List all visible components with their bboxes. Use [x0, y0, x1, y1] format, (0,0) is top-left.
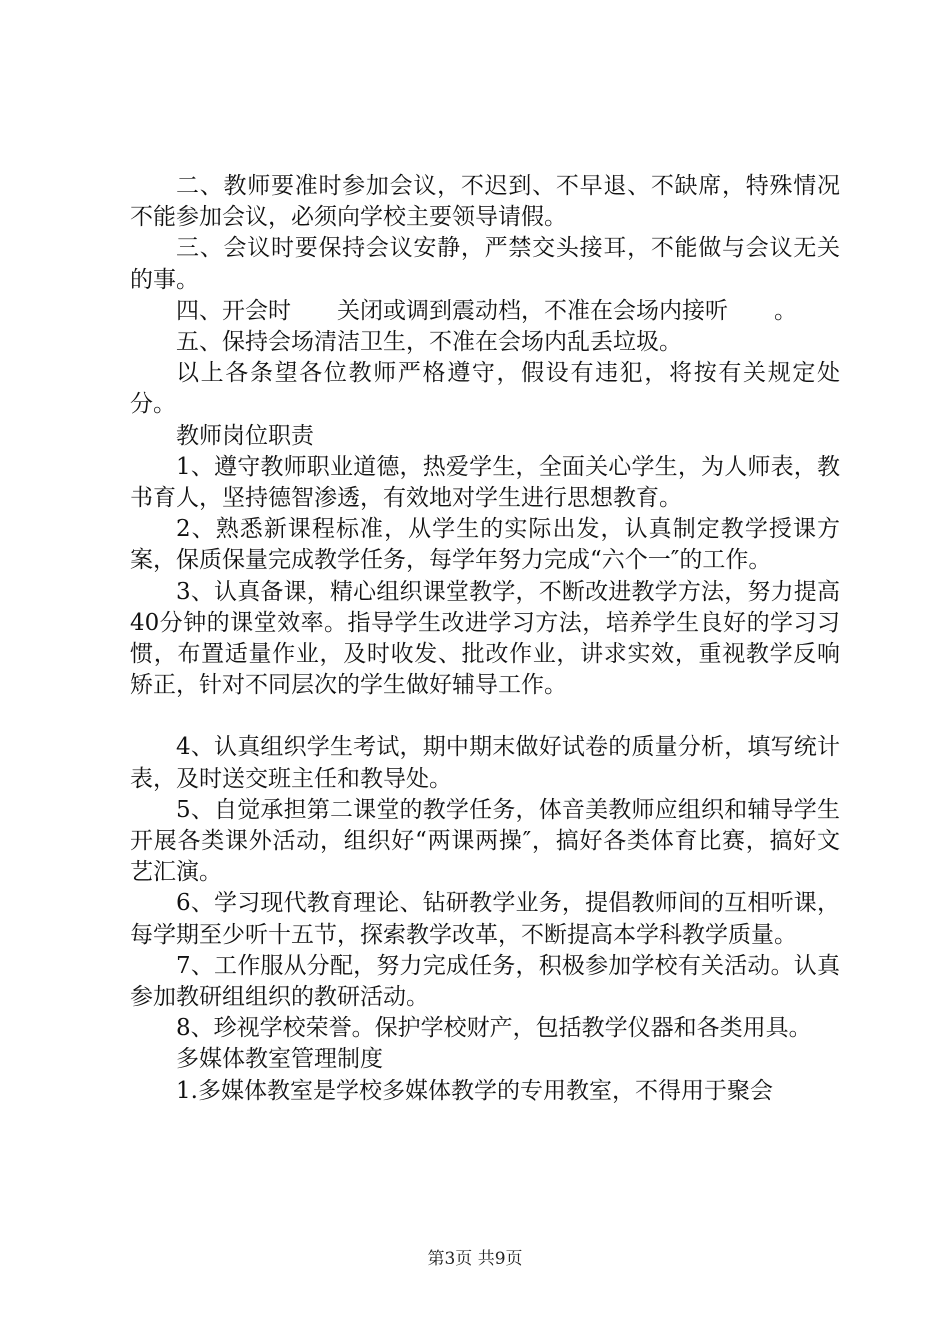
- paragraph-duty-4: 4、认真组织学生考试，期中期末做好试卷的质量分析，填写统计表，及时送交班主任和教导处。: [130, 734, 840, 792]
- paragraph-duty-1: 1、遵守教师职业道德，热爱学生，全面关心学生，为人师表，教书育人，坚持德智渗透，有效地对学生进行思想教育。: [130, 453, 840, 512]
- page-footer: 第3页 共9页: [427, 1249, 523, 1269]
- paragraph-meeting-rule-2: 二、教师要准时参加会议，不迟到、不早退、不缺席，特殊情况不能参加会议，必须向学校主要领导请假。: [130, 173, 840, 231]
- paragraph-multimedia-rule-1: 1.多媒体教室是学校多媒体教学的专用教室，不得用于聚会: [176, 1077, 773, 1104]
- paragraph-meeting-rule-3: 三、会议时要保持会议安静，严禁交头接耳，不能做与会议无关的事。: [130, 235, 840, 293]
- paragraph-duty-8: 8、珍视学校荣誉。保护学校财产，包括教学仪器和各类用具。: [176, 1015, 812, 1042]
- paragraph-duty-2: 2、熟悉新课程标准，从学生的实际出发，认真制定教学授课方案，保质保量完成教学任务，每学年努力完成“六个一″的工作。: [130, 516, 840, 574]
- paragraph-duty-6: 6、学习现代教育理论、钻研教学业务，提倡教师间的互相听课，每学期至少听十五节，探索教学改革，不断提高本学科教学质量。: [130, 890, 840, 948]
- section-heading-multimedia-room: 多媒体教室管理制度: [176, 1046, 383, 1073]
- paragraph-duty-5: 5、自觉承担第二课堂的教学任务，体音美教师应组织和辅导学生开展各类课外活动，组织好“两课两操″，搞好各类体育比赛，搞好文艺汇演。: [130, 796, 840, 886]
- paragraph-duty-3: 3、认真备课，精心组织课堂教学，不断改进教学方法，努力提高40分钟的课堂效率。指导学生改进学习方法，培养学生良好的学习习惯，布置适量作业，及时收发、批改作业，讲求实效，重视教学反响矫正，针对不同层次的学生做好辅导工作。: [130, 578, 840, 699]
- paragraph-meeting-closing: 以上各条望各位教师严格遵守，假设有违犯，将按有关规定处分。: [130, 360, 840, 418]
- paragraph-meeting-rule-4: 四、开会时 关闭或调到震动档，不准在会场内接听 。: [176, 297, 797, 324]
- section-heading-teacher-duties: 教师岗位职责: [176, 422, 314, 449]
- document-body: [130, 171, 840, 1107]
- paragraph-meeting-rule-5: 五、保持会场清洁卫生，不准在会场内乱丢垃圾。: [176, 329, 682, 356]
- paragraph-duty-7: 7、工作服从分配，努力完成任务，积极参加学校有关活动。认真参加教研组组织的教研活动。: [130, 952, 840, 1011]
